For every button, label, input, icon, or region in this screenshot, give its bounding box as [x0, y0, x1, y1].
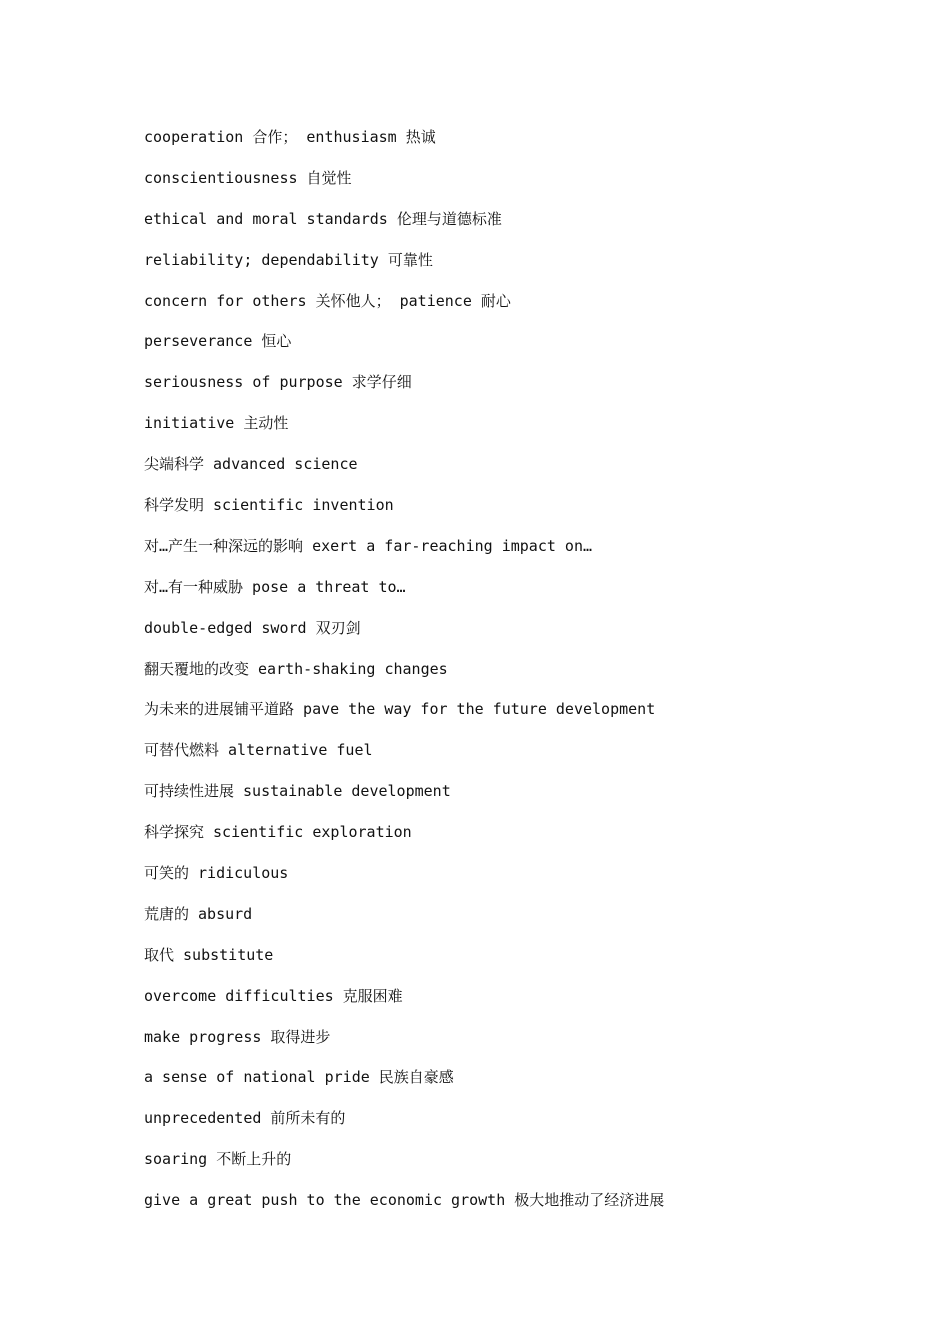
vocabulary-entry: 科学探究 scientific exploration [144, 823, 412, 842]
vocabulary-entry: ethical and moral standards 伦理与道德标准 [144, 209, 502, 228]
vocabulary-entry: 取代 substitute [144, 945, 274, 964]
vocabulary-entry: give a great push to the economic growth 极大地推动了经济进展 [144, 1191, 665, 1210]
vocabulary-list [144, 126, 904, 1230]
vocabulary-entry: soaring 不断上升的 [144, 1150, 292, 1169]
vocabulary-entry: cooperation 合作； enthusiasm 热诚 [144, 128, 436, 146]
vocabulary-entry: 科学发明 scientific invention [144, 496, 394, 515]
vocabulary-entry: 可笑的 ridiculous [144, 864, 289, 883]
vocabulary-entry: 荒唐的 absurd [144, 904, 253, 923]
vocabulary-entry: overcome difficulties 克服困难 [144, 986, 403, 1005]
vocabulary-entry: concern for others 关怀他人； patience 耐心 [144, 291, 511, 310]
vocabulary-entry: a sense of national pride 民族自豪感 [144, 1068, 454, 1087]
vocabulary-entry: seriousness of purpose 求学仔细 [144, 373, 412, 392]
vocabulary-entry: perseverance 恒心 [144, 332, 292, 351]
vocabulary-entry: 对…有一种威胁 pose a threat to… [144, 577, 406, 596]
vocabulary-entry: 可持续性进展 sustainable development [144, 782, 451, 801]
vocabulary-entry: 翻天覆地的改变 earth-shaking changes [144, 659, 448, 678]
vocabulary-entry: 尖端科学 advanced science [144, 455, 358, 474]
vocabulary-entry: unprecedented 前所未有的 [144, 1109, 346, 1128]
vocabulary-entry: 可替代燃料 alternative fuel [144, 741, 373, 760]
vocabulary-entry: reliability; dependability 可靠性 [144, 250, 433, 269]
vocabulary-entry: 为未来的进展铺平道路 pave the way for the future development [144, 700, 656, 719]
vocabulary-entry: initiative 主动性 [144, 414, 289, 433]
vocabulary-entry: conscientiousness 自觉性 [144, 168, 352, 187]
vocabulary-entry: make progress 取得进步 [144, 1027, 331, 1046]
vocabulary-entry: double-edged sword 双刃剑 [144, 618, 361, 637]
vocabulary-entry: 对…产生一种深远的影响 exert a far-reaching impact on… [144, 536, 593, 555]
